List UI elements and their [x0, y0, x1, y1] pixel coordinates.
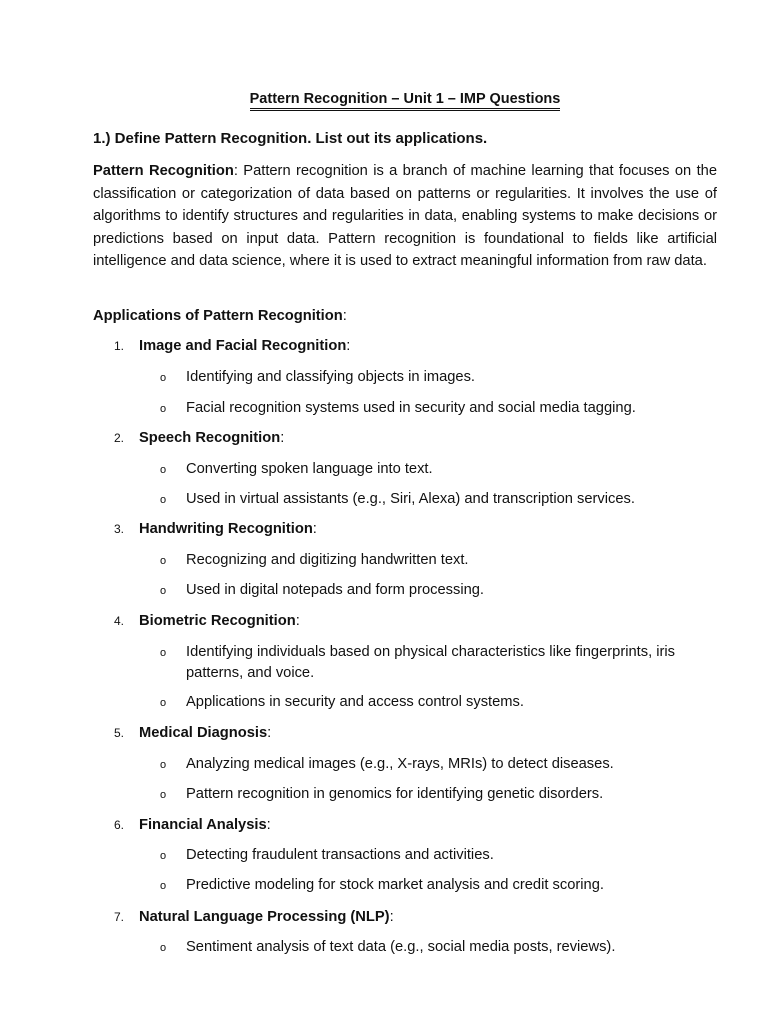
application-number: 2.: [114, 431, 125, 445]
bullet-icon: o: [160, 464, 167, 476]
bullet-icon: o: [160, 789, 167, 801]
application-point: [160, 784, 720, 805]
question-heading: 1.) Define Pattern Recognition. List out its applications.: [93, 130, 488, 147]
point-text: Predictive modeling for stock market analysis and credit scoring.: [186, 877, 604, 893]
bullet-icon: o: [160, 494, 167, 506]
application-colon: :: [346, 338, 351, 354]
point-text: Used in digital notepads and form processing.: [186, 582, 485, 598]
bullet-icon: o: [160, 647, 167, 659]
application-colon: :: [312, 521, 317, 537]
bullet-icon: o: [160, 555, 167, 567]
application-number: 6.: [114, 818, 125, 832]
application-point: [160, 459, 720, 480]
application-point: [160, 845, 720, 866]
application-colon: :: [267, 725, 272, 741]
bullet-icon: o: [160, 759, 167, 771]
applications-heading-colon: :: [342, 308, 347, 324]
application-item: [114, 814, 271, 836]
application-number: 1.: [114, 339, 125, 353]
definition-term: Pattern Recognition: [93, 163, 234, 179]
page-title: [0, 89, 768, 109]
application-item: [114, 427, 284, 449]
bullet-icon: o: [160, 403, 167, 415]
application-label: Image and Facial Recognition: [139, 338, 347, 354]
application-label: Speech Recognition: [139, 430, 281, 446]
bullet-icon: o: [160, 372, 167, 384]
application-label: Biometric Recognition: [139, 613, 296, 629]
point-text: Identifying individuals based on physical characteristics like fingerprints, iris patterns, and voice.: [186, 644, 675, 681]
application-number: 4.: [114, 614, 125, 628]
application-label: Financial Analysis: [139, 817, 267, 833]
application-item: [114, 722, 271, 744]
point-text: Recognizing and digitizing handwritten text.: [186, 552, 469, 568]
application-point: [160, 875, 720, 896]
application-point: [160, 937, 720, 958]
application-colon: :: [266, 817, 271, 833]
bullet-icon: o: [160, 880, 167, 892]
application-point: [160, 398, 720, 419]
applications-heading: [93, 305, 347, 327]
bullet-icon: o: [160, 942, 167, 954]
application-label: Handwriting Recognition: [139, 521, 313, 537]
application-number: 5.: [114, 726, 125, 740]
application-label: Natural Language Processing (NLP): [139, 909, 390, 925]
application-item: [114, 335, 350, 357]
bullet-icon: o: [160, 697, 167, 709]
application-item: [114, 518, 317, 540]
application-colon: :: [295, 613, 300, 629]
application-point: [160, 550, 720, 571]
point-text: Facial recognition systems used in security and social media tagging.: [186, 400, 636, 416]
application-label: Medical Diagnosis: [139, 725, 268, 741]
point-text: Analyzing medical images (e.g., X-rays, MRIs) to detect diseases.: [186, 756, 614, 772]
bullet-icon: o: [160, 585, 167, 597]
point-text: Used in virtual assistants (e.g., Siri, Alexa) and transcription services.: [186, 491, 635, 507]
page-title-text: Pattern Recognition – Unit 1 – IMP Questions: [250, 91, 561, 111]
application-point: [160, 692, 720, 713]
application-point: [160, 642, 720, 683]
point-text: Converting spoken language into text.: [186, 461, 433, 477]
application-point: [160, 580, 720, 601]
point-text: Applications in security and access control systems.: [186, 694, 524, 710]
application-point: [160, 754, 720, 775]
point-text: Pattern recognition in genomics for identifying genetic disorders.: [186, 786, 604, 802]
application-colon: :: [280, 430, 285, 446]
application-colon: :: [389, 909, 394, 925]
applications-heading-text: Applications of Pattern Recognition: [93, 308, 343, 324]
definition-paragraph: [93, 160, 717, 273]
point-text: Detecting fraudulent transactions and activities.: [186, 847, 494, 863]
application-point: [160, 367, 720, 388]
definition-text: : Pattern recognition is a branch of machine learning that focuses on the classification or categorization of data based on patterns or regularities. It involves the use of algorithms to identify structures and regularities in data, enabling systems to make decisions or predictions based on input data. Pattern recognition is foundational to fields like artificial intelligence and data science, where it is used to extract meaningful information from raw data.: [93, 163, 717, 270]
bullet-icon: o: [160, 850, 167, 862]
application-item: [114, 610, 300, 632]
point-text: Identifying and classifying objects in images.: [186, 369, 476, 385]
point-text: Sentiment analysis of text data (e.g., social media posts, reviews).: [186, 939, 616, 955]
application-number: 3.: [114, 522, 125, 536]
application-number: 7.: [114, 910, 125, 924]
application-item: [114, 906, 394, 928]
application-point: [160, 489, 720, 510]
